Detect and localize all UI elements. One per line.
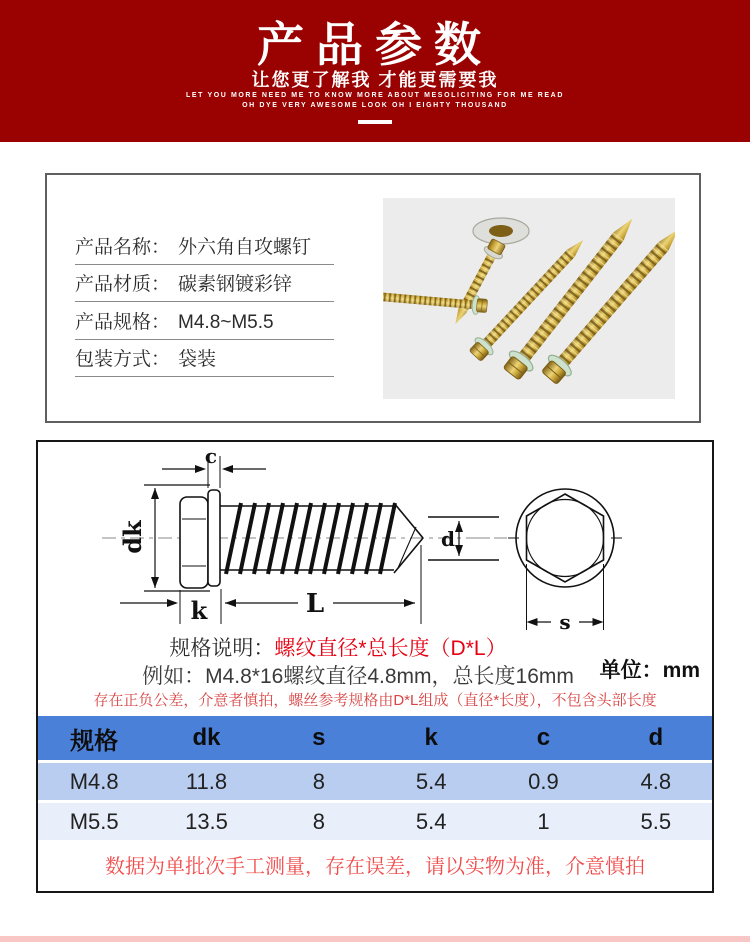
dim-label-c: c bbox=[204, 444, 218, 468]
header-cell: c bbox=[487, 716, 599, 760]
table-cell: 8 bbox=[263, 803, 375, 840]
info-label: 包装方式： bbox=[75, 349, 171, 370]
next-section-edge bbox=[0, 936, 750, 942]
table-cell: 5.5 bbox=[600, 803, 712, 840]
screw-flange bbox=[208, 490, 220, 586]
unit-label: 单位：mm bbox=[599, 659, 700, 682]
spec-label: 规格说明： bbox=[169, 637, 275, 660]
hex-top-outer-circle bbox=[516, 489, 614, 587]
info-row-name bbox=[75, 231, 334, 265]
info-value: 碳素钢镀彩锌 bbox=[178, 274, 293, 295]
table-row bbox=[38, 763, 712, 800]
screw-head-side bbox=[180, 497, 208, 588]
tolerance-note: 存在正负公差，介意者慎拍，螺丝参考规格由D*L组成（直径*长度），不包含头部长度 bbox=[93, 692, 657, 709]
info-row-packaging bbox=[75, 343, 334, 377]
banner-english-line2: OH DYE VERY AWESOME LOOK OH I EIGHTY THOUSAND bbox=[242, 102, 508, 109]
dim-label-L: L bbox=[305, 589, 325, 619]
spec-example-line: 例如：M4.8*16螺纹直径4.8mm，总长度16mm bbox=[142, 665, 574, 688]
info-label: 产品规格： bbox=[75, 312, 171, 333]
table-cell: 13.5 bbox=[150, 803, 262, 840]
header-cell: d bbox=[600, 716, 712, 760]
info-label: 产品材质： bbox=[75, 274, 171, 295]
header-cell: s bbox=[263, 716, 375, 760]
info-value: 袋装 bbox=[178, 349, 217, 370]
drill-tip bbox=[394, 503, 423, 538]
hexagon bbox=[527, 494, 604, 582]
table-cell: 5.4 bbox=[375, 803, 487, 840]
table-row bbox=[38, 803, 712, 840]
info-row-material bbox=[75, 268, 334, 302]
banner-subtitle: 让您更了解我 才能更需要我 bbox=[251, 70, 499, 90]
page-title: 产品参数 bbox=[257, 18, 493, 71]
table-header-row bbox=[38, 716, 712, 760]
table-cell: 1 bbox=[487, 803, 599, 840]
info-value: 外六角自攻螺钉 bbox=[178, 237, 312, 258]
dim-label-k: k bbox=[190, 596, 208, 625]
table-cell: M4.8 bbox=[38, 763, 150, 800]
banner-english-line1: LET YOU MORE NEED ME TO KNOW MORE ABOUT MESOLICITING FOR ME READ bbox=[186, 92, 564, 99]
measurement-disclaimer: 数据为单批次手工测量，存在误差，请以实物为准，介意慎拍 bbox=[105, 856, 645, 878]
info-row-spec bbox=[75, 306, 334, 340]
dim-label-d: d bbox=[441, 527, 455, 551]
info-value: M4.8~M5.5 bbox=[178, 312, 274, 333]
dim-label-dk: dk bbox=[118, 520, 147, 554]
banner-divider-dash bbox=[358, 120, 392, 124]
header-cell: k bbox=[375, 716, 487, 760]
dim-label-s: s bbox=[559, 610, 571, 634]
table-cell: 8 bbox=[263, 763, 375, 800]
spec-red-value: 螺纹直径*总长度（D*L） bbox=[274, 637, 507, 660]
screws-photo bbox=[383, 198, 675, 399]
table-cell: 11.8 bbox=[150, 763, 262, 800]
banner bbox=[0, 0, 750, 142]
spec-explanation-line bbox=[38, 632, 638, 662]
parameter-box bbox=[36, 440, 714, 893]
product-info-box bbox=[45, 173, 701, 423]
table-cell: 0.9 bbox=[487, 763, 599, 800]
spec-table bbox=[38, 713, 712, 843]
table-cell: 5.4 bbox=[375, 763, 487, 800]
header-cell: 规格 bbox=[38, 716, 150, 760]
info-label: 产品名称： bbox=[75, 237, 171, 258]
table-cell: 4.8 bbox=[600, 763, 712, 800]
screw-dimension-diagram bbox=[38, 442, 712, 642]
header-cell: dk bbox=[150, 716, 262, 760]
table-cell: M5.5 bbox=[38, 803, 150, 840]
